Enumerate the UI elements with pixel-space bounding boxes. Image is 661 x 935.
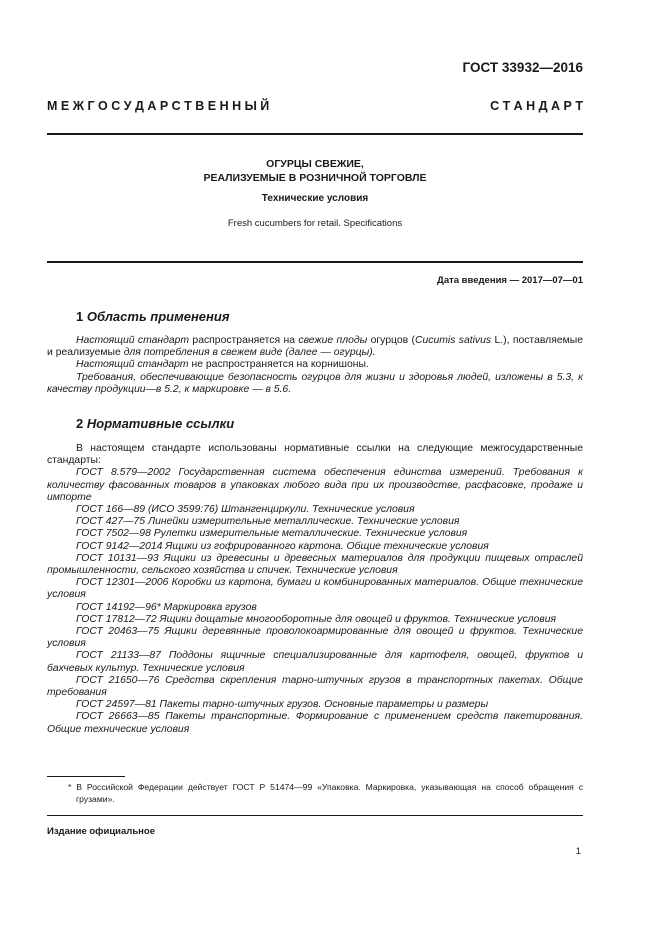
- footnote-rule: [47, 776, 125, 777]
- scope-paragraph-1: Настоящий стандарт распространяется на свежие плоды огурцов (Cucumis sativus L.), поставляемые и реализуемые для потребления в свежем виде (далее — огурцы).: [47, 335, 583, 359]
- reference-item: ГОСТ 17812—72 Ящики дощатые многооборотные для овощей и фруктов. Технические условия: [76, 613, 557, 625]
- official-edition-label: Издание официальное: [47, 826, 155, 837]
- introduction-date: Дата введения — 2017—07—01: [437, 275, 583, 286]
- reference-item: ГОСТ 10131—93 Ящики из древесины и древесных материалов для продукции пищевых отраслей промышленности, сельского хозяйства и спичек. Технические условия: [47, 552, 583, 577]
- footnote: [47, 781, 583, 805]
- page-number: 1: [575, 846, 581, 857]
- reference-item: ГОСТ 12301—2006 Коробки из картона, бумаги и комбинированных материалов. Общие технические условия: [47, 577, 583, 601]
- reference-item: ГОСТ 8.579—2002 Государственная система обеспечения единства измерений. Требования к количеству фасованных товаров в упаковках любого вида при их производстве, расфасовке, продаже и импорте: [47, 467, 583, 503]
- banner-right: С Т А Н Д А Р Т: [490, 99, 583, 113]
- section-1-body: [47, 335, 583, 396]
- reference-item: ГОСТ 20463—75 Ящики деревянные проволокоармированные для овощей и фруктов. Технические условия: [47, 626, 583, 650]
- title-line-1: ОГУРЦЫ СВЕЖИЕ,: [266, 158, 364, 170]
- scope-paragraph-3: Требования, обеспечивающие безопасность огурцов для жизни и здоровья людей, изложены в 5.3, к качеству продукции—в 5.2, к маркировке — в 5.6.: [47, 371, 583, 395]
- reference-item: ГОСТ 21133—87 Поддоны ящичные специализированные для картофеля, овощей, фруктов и бахчевых культур. Технические условия: [47, 650, 583, 674]
- standard-code: ГОСТ 33932—2016: [462, 60, 583, 75]
- top-rule: [47, 133, 583, 135]
- scope-paragraph-2: Настоящий стандарт не распространяется на корнишоны.: [76, 359, 369, 371]
- section-2-body: [47, 443, 583, 736]
- footnote-text: * В Российской Федерации действует ГОСТ Р 51474—99 «Упаковка. Маркировка, указывающая на способ обращения с грузами».: [68, 782, 583, 804]
- title-rule: [47, 261, 583, 263]
- section-1-heading: [76, 309, 230, 324]
- section-1-title: Область применения: [86, 309, 230, 324]
- reference-item: ГОСТ 14192—96* Маркировка грузов: [76, 601, 257, 613]
- section-2-title: Нормативные ссылки: [86, 416, 235, 431]
- document-title: [47, 157, 583, 185]
- section-2-number: 2: [76, 416, 84, 431]
- english-title: Fresh cucumbers for retail. Specifications: [227, 218, 403, 229]
- reference-item: ГОСТ 21650—76 Средства скрепления тарно-штучных грузов в транспортных пакетах. Общие требования: [47, 674, 583, 699]
- standard-banner: [47, 99, 583, 113]
- section-1-number: 1: [76, 309, 84, 324]
- banner-left: М Е Ж Г О С У Д А Р С Т В Е Н Н Ы Й: [47, 99, 270, 113]
- title-line-2: РЕАЛИЗУЕМЫЕ В РОЗНИЧНОЙ ТОРГОВЛЕ: [203, 172, 427, 184]
- reference-item: ГОСТ 7502—98 Рулетки измерительные металлические. Технические условия: [76, 528, 468, 540]
- reference-item: ГОСТ 166—89 (ИСО 3599:76) Штангенциркули. Технические условия: [76, 504, 415, 516]
- reference-item: ГОСТ 24597—81 Пакеты тарно-штучных грузов. Основные параметры и размеры: [76, 699, 489, 711]
- document-subtitle: Технические условия: [261, 193, 369, 204]
- edition-rule: [47, 815, 583, 816]
- reference-item: ГОСТ 26663—85 Пакеты транспортные. Формирование с применением средств пакетирования. Общие технические условия: [47, 711, 583, 735]
- references-intro: В настоящем стандарте использованы нормативные ссылки на следующие межгосударственные стандарты:: [47, 443, 583, 467]
- reference-item: ГОСТ 427—75 Линейки измерительные металлические. Технические условия: [76, 516, 460, 528]
- reference-item: ГОСТ 9142—2014 Ящики из гофрированного картона. Общие технические условия: [76, 540, 489, 552]
- section-2-heading: [76, 416, 234, 431]
